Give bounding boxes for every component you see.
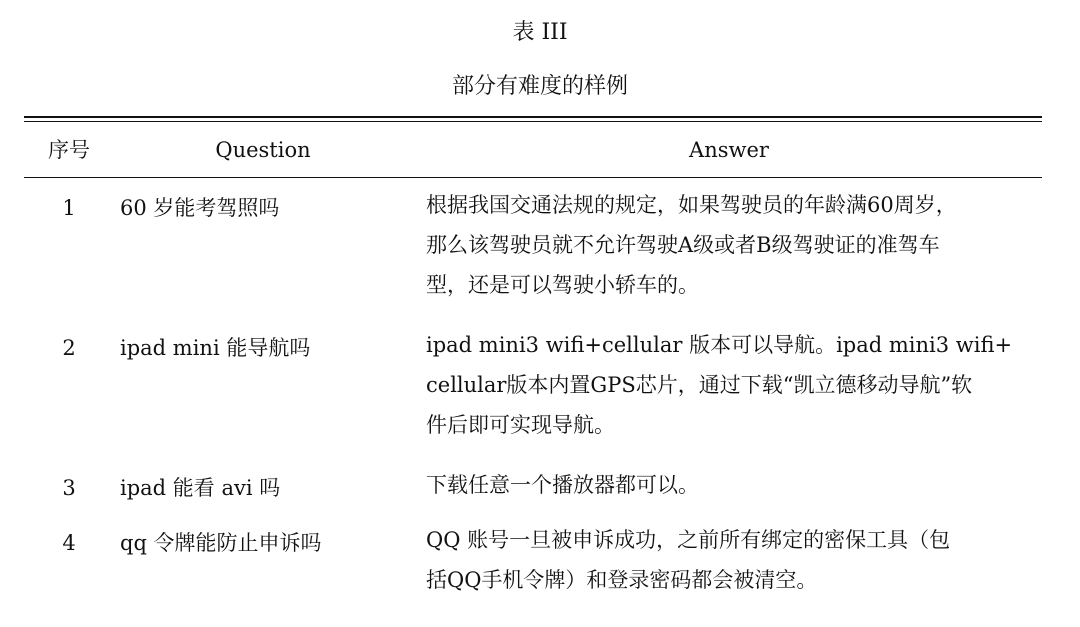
answer-line: cellular版本内置GPS芯片，通过下载“凯立德移动导航”软 <box>426 373 973 397</box>
table-top-rule-inner <box>24 121 1042 122</box>
answer-line: 根据我国交通法规的规定，如果驾驶员的年龄满60周岁， <box>426 193 957 217</box>
table-number: 表 III <box>512 20 568 45</box>
header-number: 序号 <box>48 138 90 162</box>
table-header-rule <box>24 177 1042 178</box>
row-answer <box>426 185 1036 305</box>
row-number: 4 <box>62 531 76 555</box>
answer-line: 括QQ手机令牌）和登录密码都会被清空。 <box>426 568 818 592</box>
table-caption: 部分有难度的样例 <box>451 74 628 99</box>
answer-line: 件后即可实现导航。 <box>426 413 615 437</box>
answer-line: 下载任意一个播放器都可以。 <box>426 473 699 497</box>
header-answer: Answer <box>689 138 769 162</box>
row-question: 60 岁能考驾照吗 <box>120 196 280 220</box>
row-number: 1 <box>62 196 76 220</box>
answer-line: 那么该驾驶员就不允许驾驶A级或者B级驾驶证的准驾车 <box>426 233 940 257</box>
row-answer <box>426 325 1036 445</box>
row-question: ipad mini 能导航吗 <box>120 336 311 360</box>
table-top-rule <box>24 116 1042 118</box>
answer-line: 型，还是可以驾驶小轿车的。 <box>426 273 699 297</box>
answer-line: ipad mini3 wifi+cellular 版本可以导航。ipad mini3 wifi+ <box>426 333 1013 357</box>
row-number: 2 <box>62 336 76 360</box>
row-number: 3 <box>62 476 76 500</box>
row-question: ipad 能看 avi 吗 <box>120 476 281 500</box>
row-question: qq 令牌能防止申诉吗 <box>120 531 322 555</box>
row-answer <box>426 520 1036 600</box>
row-answer <box>426 465 1036 505</box>
header-question: Question <box>215 138 311 162</box>
answer-line: QQ 账号一旦被申诉成功，之前所有绑定的密保工具（包 <box>426 528 951 552</box>
